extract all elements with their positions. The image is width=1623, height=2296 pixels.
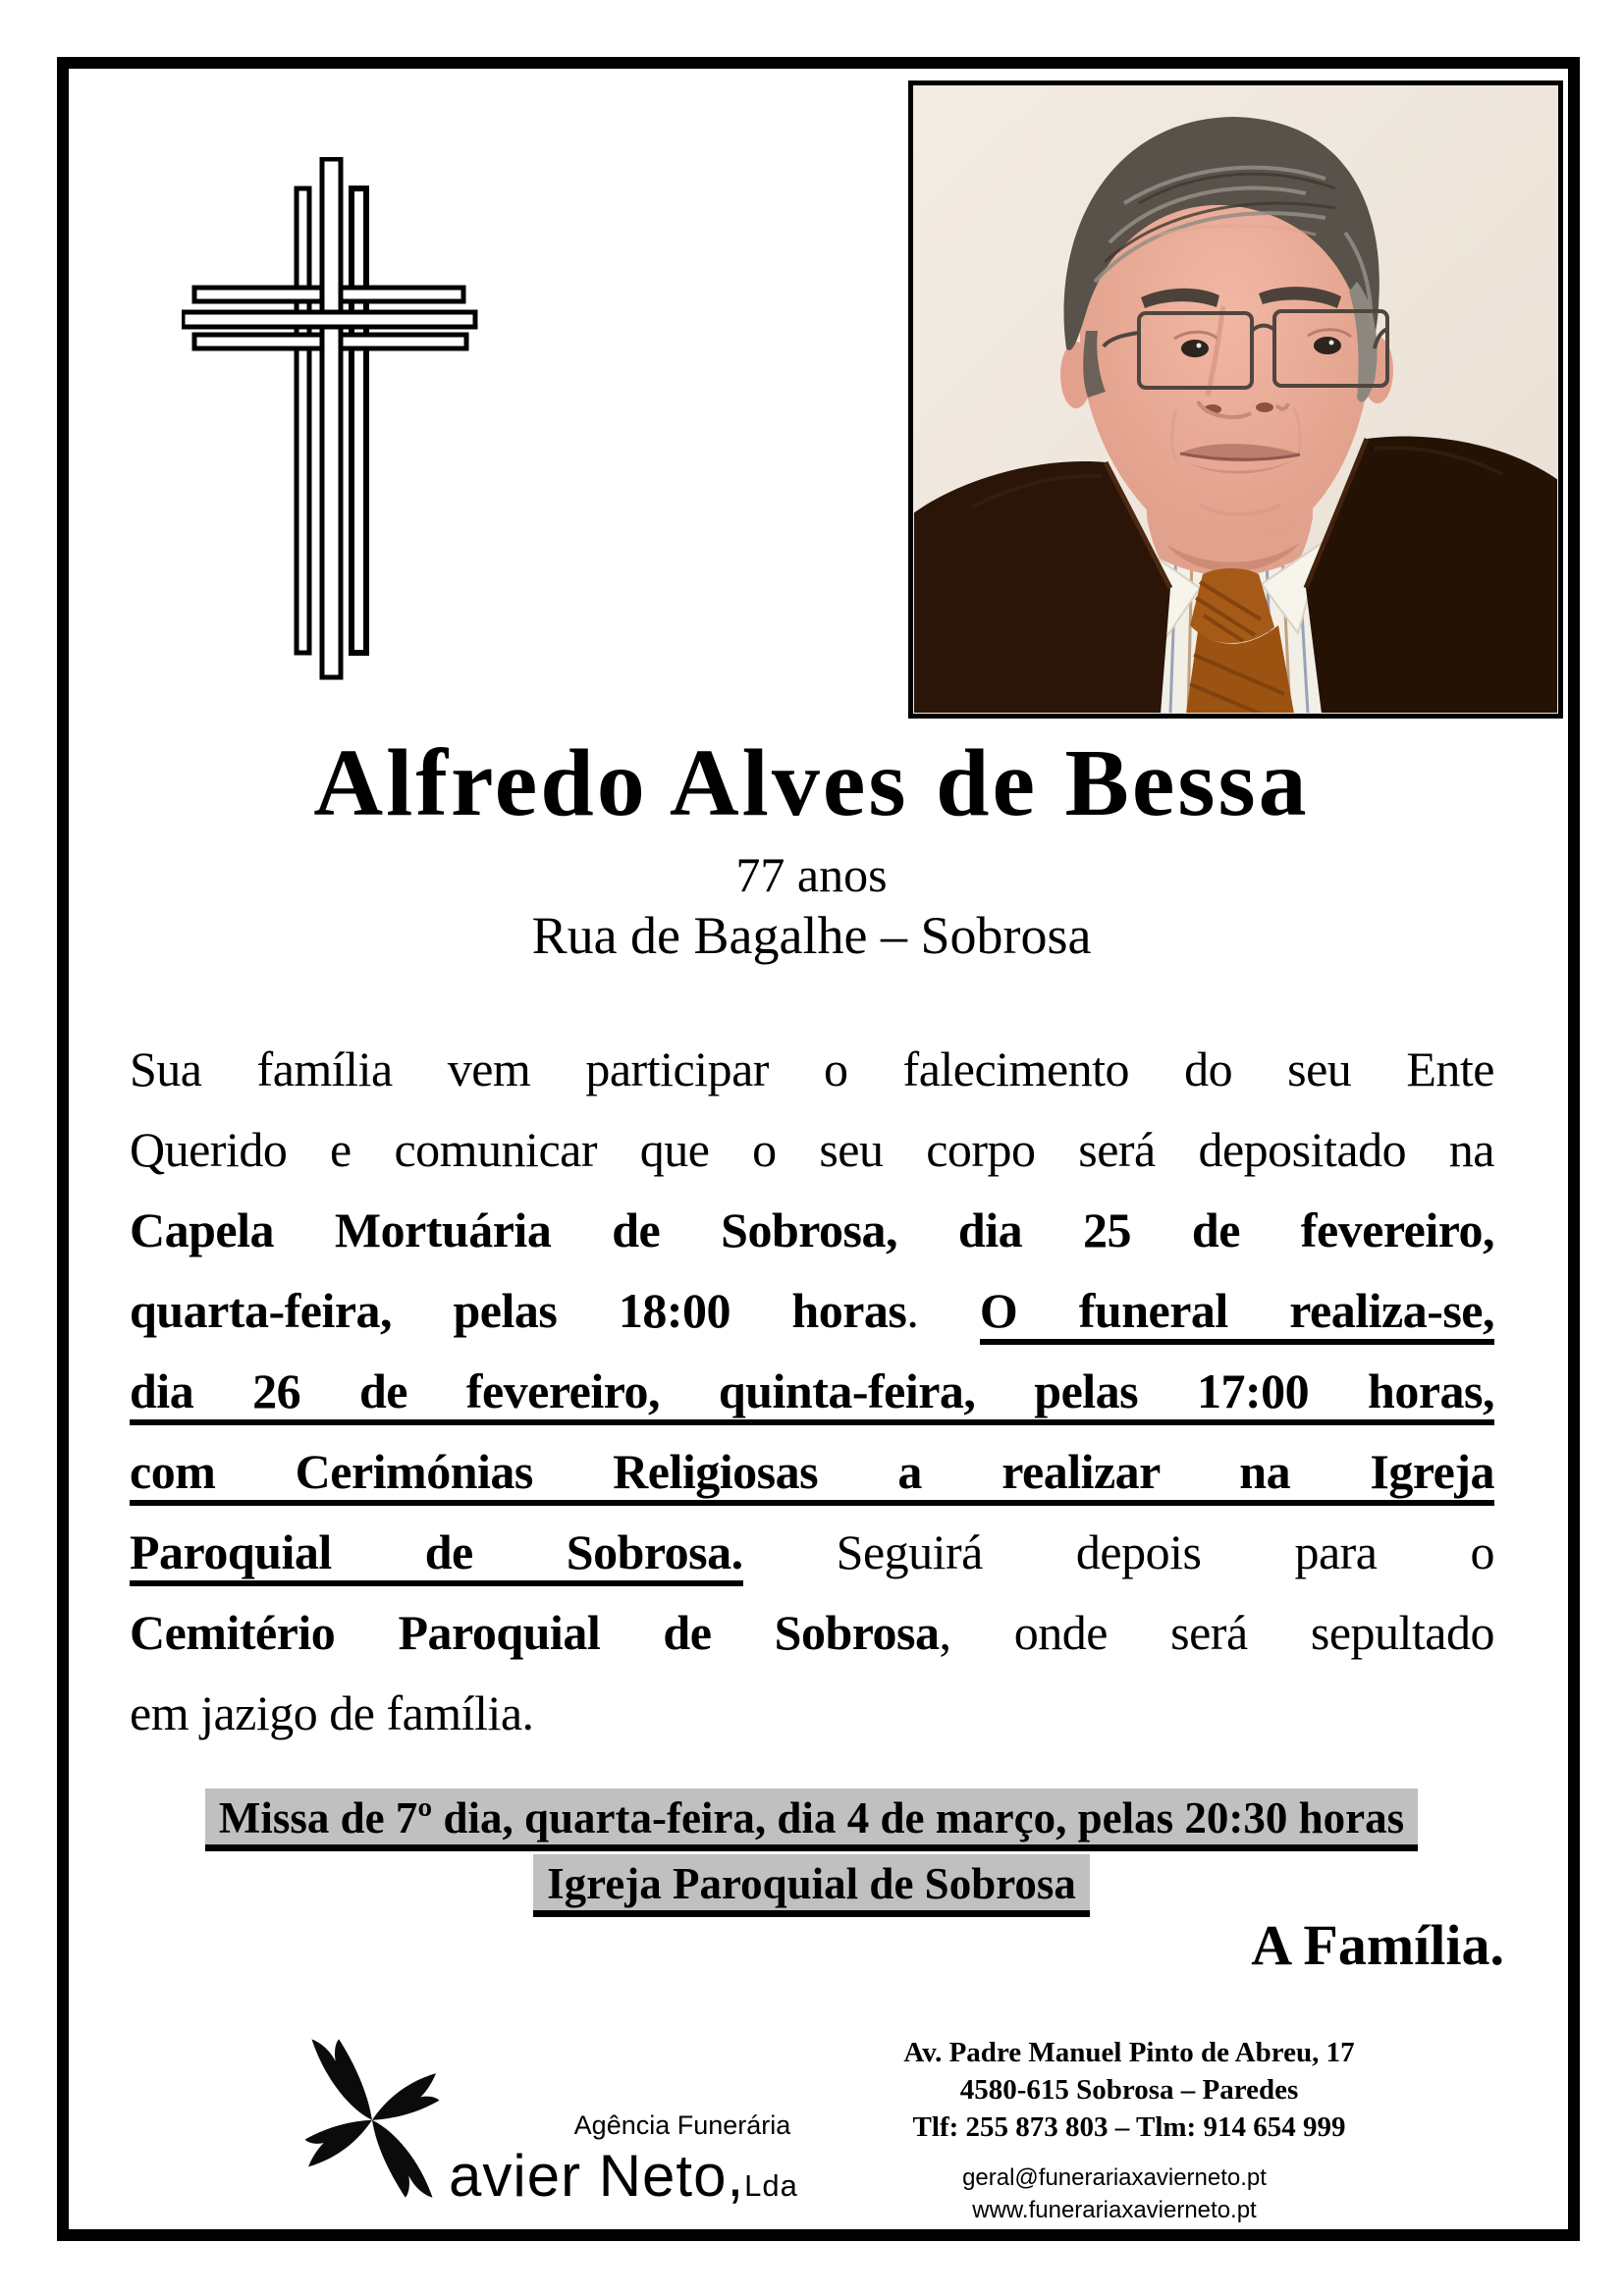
body-line — [130, 1190, 1494, 1270]
portrait-photo — [908, 80, 1563, 719]
mass-notice-line2: Igreja Paroquial de Sobrosa — [533, 1854, 1090, 1917]
christian-cross-icon — [182, 157, 486, 682]
body-text-segment: em jazigo de família. — [130, 1685, 534, 1740]
body-paragraph — [130, 1029, 1494, 1753]
agency-name — [449, 2142, 798, 2210]
xavier-neto-logo-icon — [283, 2016, 461, 2220]
deceased-age: 77 anos — [735, 847, 888, 902]
agency-contact-block — [864, 2162, 1365, 2226]
body-text-segment: . — [906, 1283, 980, 1338]
body-line — [130, 1109, 1494, 1190]
body-text-segment: Cemitério Paroquial de Sobrosa — [130, 1605, 940, 1660]
body-line — [130, 1431, 1494, 1512]
mass-notice — [0, 1789, 1623, 1920]
agency-type-label: Agência Funerária — [573, 2110, 791, 2140]
body-text-segment: Sua família vem participar o falecimento do seu Ente — [130, 1041, 1494, 1096]
agency-name-suffix: Lda — [744, 2168, 798, 2203]
agency-name-rest: avier Neto, — [449, 2143, 745, 2209]
body-line — [130, 1351, 1494, 1431]
agency-website: www.funerariaxavierneto.pt — [972, 2197, 1257, 2223]
agency-email: geral@funerariaxavierneto.pt — [962, 2164, 1267, 2191]
agency-phone-line: Tlf: 255 873 803 – Tlm: 914 654 999 — [912, 2111, 1346, 2143]
body-text-segment: Capela Mortuária de Sobrosa, dia 25 de fevereiro, — [130, 1202, 1494, 1257]
body-text-segment: Paroquial de Sobrosa. — [130, 1524, 743, 1586]
body-text-segment: quarta-feira, pelas 18:00 horas — [130, 1283, 907, 1338]
family-signature: A Família. — [1251, 1913, 1504, 1977]
cross-right-vertical-bar — [352, 188, 366, 653]
body-line — [130, 1512, 1494, 1592]
body-line — [130, 1673, 1494, 1753]
cross-middle-vertical-bar — [322, 159, 341, 677]
body-text-segment: , onde será sepultado — [939, 1605, 1494, 1660]
cross-middle-horizontal-bar — [183, 312, 475, 327]
body-line — [130, 1029, 1494, 1109]
body-text-segment: O funeral realiza-se, — [980, 1283, 1494, 1345]
agency-address-line1: Av. Padre Manuel Pinto de Abreu, 17 — [903, 2037, 1355, 2068]
body-line — [130, 1592, 1494, 1673]
body-text-segment: Seguirá depois para o — [742, 1524, 1494, 1579]
body-text-segment: com Cerimónias Religiosas a realizar na Igreja — [130, 1444, 1494, 1506]
cross-left-vertical-bar — [297, 188, 309, 653]
agency-address-block — [864, 2034, 1394, 2146]
body-line — [130, 1270, 1494, 1351]
body-text-segment: Querido e comunicar que o seu corpo será depositado na — [130, 1122, 1494, 1177]
body-text-segment: dia 26 de fevereiro, quinta-feira, pelas 17:00 horas, — [130, 1363, 1494, 1425]
deceased-name: Alfredo Alves de Bessa — [313, 730, 1310, 836]
deceased-address: Rua de Bagalhe – Sobrosa — [531, 906, 1092, 965]
mass-notice-line1: Missa de 7º dia, quarta-feira, dia 4 de março, pelas 20:30 horas — [205, 1789, 1418, 1851]
agency-address-line2: 4580-615 Sobrosa – Paredes — [959, 2074, 1299, 2106]
